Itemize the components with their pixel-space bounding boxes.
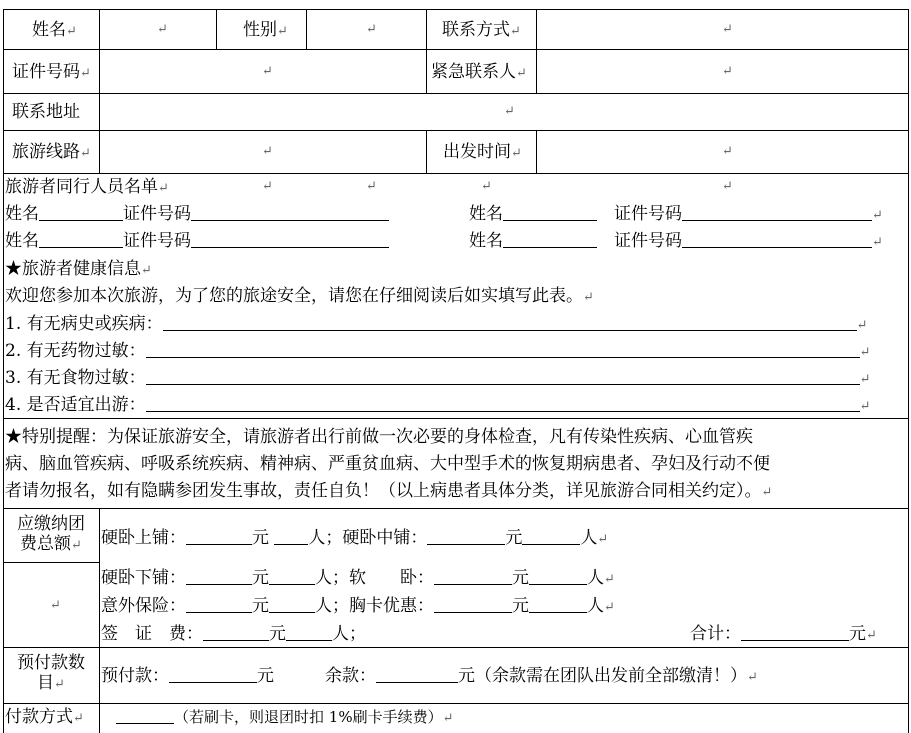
return-mark: ↵ [50,598,61,613]
insurance-count-input[interactable] [269,596,315,613]
row-divider [3,647,909,648]
col-divider [99,9,100,173]
return-mark: ↵ [366,179,377,194]
companions-title: 旅游者同行人员名单↵ [5,177,169,197]
total-input[interactable] [741,624,849,641]
hard-middle-price-input[interactable] [427,528,505,545]
health-q2: 2. 有无药物过敏： ↵ [5,341,871,361]
emergency-contact-field[interactable]: ↵ [722,64,733,79]
payment-line: （若刷卡，则退团时扣 1%刷卡手续费）↵ [116,707,453,729]
companion-id-input[interactable] [191,231,389,248]
health-title: ★旅游者健康信息↵ [5,259,152,279]
health-q3-input[interactable] [146,368,860,385]
name-label: 姓名↵ [32,20,77,40]
companion-row: 姓名 证件号码 ↵ [469,204,883,224]
row-divider [3,508,909,509]
row-divider [3,703,909,704]
health-intro: 欢迎您参加本次旅游，为了您的旅途安全，请您在仔细阅读后如实填写此表。↵ [5,286,594,306]
total-line: 合计： 元↵ [690,624,877,644]
row-divider [3,49,909,50]
col-divider [306,9,307,49]
hard-upper-count-input[interactable] [274,528,308,545]
health-q4-input[interactable] [146,395,860,412]
payment-label: 付款方式↵ [5,707,84,727]
badge-discount-price-input[interactable] [434,596,512,613]
hard-middle-count-input[interactable] [522,528,580,545]
route-field[interactable]: ↵ [262,144,273,159]
health-q1-input[interactable] [163,314,857,331]
fee-line: 签 证 费： 元 人； [101,624,366,644]
hard-upper-price-input[interactable] [186,528,252,545]
health-q4: 4. 是否适宜出游： ↵ [5,395,871,415]
emergency-contact-label: 紧急联系人↵ [431,62,527,82]
id-label: 证件号码↵ [12,62,91,82]
address-label: 联系地址 [12,102,80,122]
fee-line: 硬卧下铺： 元 人；软 卧： 元 人↵ [101,568,615,588]
notice-line: 病、脑血管疾病、呼吸系统疾病、精神病、严重贫血病、大中型手术的恢复期病患者、孕妇及行动不便 [5,454,770,474]
route-label: 旅游线路↵ [12,142,91,162]
prepay-amount-input[interactable] [169,666,257,683]
fee-line: 意外保险： 元 人；胸卡优惠： 元 人↵ [101,596,615,616]
contact-label: 联系方式↵ [442,20,521,40]
soft-price-input[interactable] [434,568,512,585]
badge-discount-count-input[interactable] [529,596,587,613]
table-border-left [3,9,4,733]
row-divider [3,562,99,563]
visa-price-input[interactable] [203,624,269,641]
companion-row: 姓名 证件号码 [5,231,389,251]
health-q1: 1. 有无病史或疾病： ↵ [5,314,868,334]
col-divider [426,130,427,173]
insurance-price-input[interactable] [186,596,252,613]
depart-time-field[interactable]: ↵ [722,144,733,159]
gender-field[interactable]: ↵ [366,22,377,37]
companion-id-input[interactable] [682,204,872,221]
notice-line: ★特别提醒：为保证旅游安全，请旅游者出行前做一次必要的身体检查，凡有传染性疾病、心血管疾 [5,427,753,447]
companion-id-input[interactable] [682,231,872,248]
return-mark: ↵ [722,179,733,194]
health-q3: 3. 有无食物过敏： ↵ [5,368,871,388]
companion-name-input[interactable] [503,231,597,248]
companion-name-input[interactable] [503,204,597,221]
companion-name-input[interactable] [39,231,123,248]
table-border-top [3,9,909,10]
notice-line: 者请勿报名，如有隐瞒参团发生事故，责任自负！（以上病患者具体分类，详见旅游合同相关约定）。↵ [5,481,773,501]
row-divider [3,93,909,94]
companion-id-input[interactable] [191,204,389,221]
balance-amount-input[interactable] [376,666,458,683]
col-divider [426,49,427,93]
name-field[interactable]: ↵ [157,22,168,37]
row-divider [3,418,909,419]
table-border-right [908,9,909,733]
hard-lower-count-input[interactable] [269,568,315,585]
depart-time-label: 出发时间↵ [443,142,522,162]
return-mark: ↵ [481,179,492,194]
row-divider [3,130,909,131]
payment-method-input[interactable] [116,707,174,724]
row-divider [3,173,909,174]
col-divider [536,130,537,173]
fees-label: 应缴纳团 费总额↵ [17,514,85,554]
visa-count-input[interactable] [286,624,332,641]
col-divider [426,9,427,49]
col-divider [216,9,217,49]
id-field[interactable]: ↵ [262,64,273,79]
soft-count-input[interactable] [529,568,587,585]
companion-row: 姓名 证件号码 ↵ [469,231,883,251]
gender-label: 性别↵ [243,20,288,40]
hard-lower-price-input[interactable] [186,568,252,585]
col-divider [99,508,100,733]
companion-row: 姓名 证件号码 [5,204,389,224]
companion-name-input[interactable] [39,204,123,221]
col-divider [536,9,537,49]
contact-field[interactable]: ↵ [722,22,733,37]
prepay-line: 预付款： 元 余款： 元（余款需在团队出发前全部缴清！）↵ [101,666,758,686]
health-q2-input[interactable] [146,341,860,358]
fee-line: 硬卧上铺： 元 人；硬卧中铺： 元 人↵ [101,528,609,548]
prepay-label: 预付款数 目↵ [17,653,85,693]
return-mark: ↵ [262,179,273,194]
col-divider [536,49,537,93]
address-field[interactable]: ↵ [504,104,515,119]
